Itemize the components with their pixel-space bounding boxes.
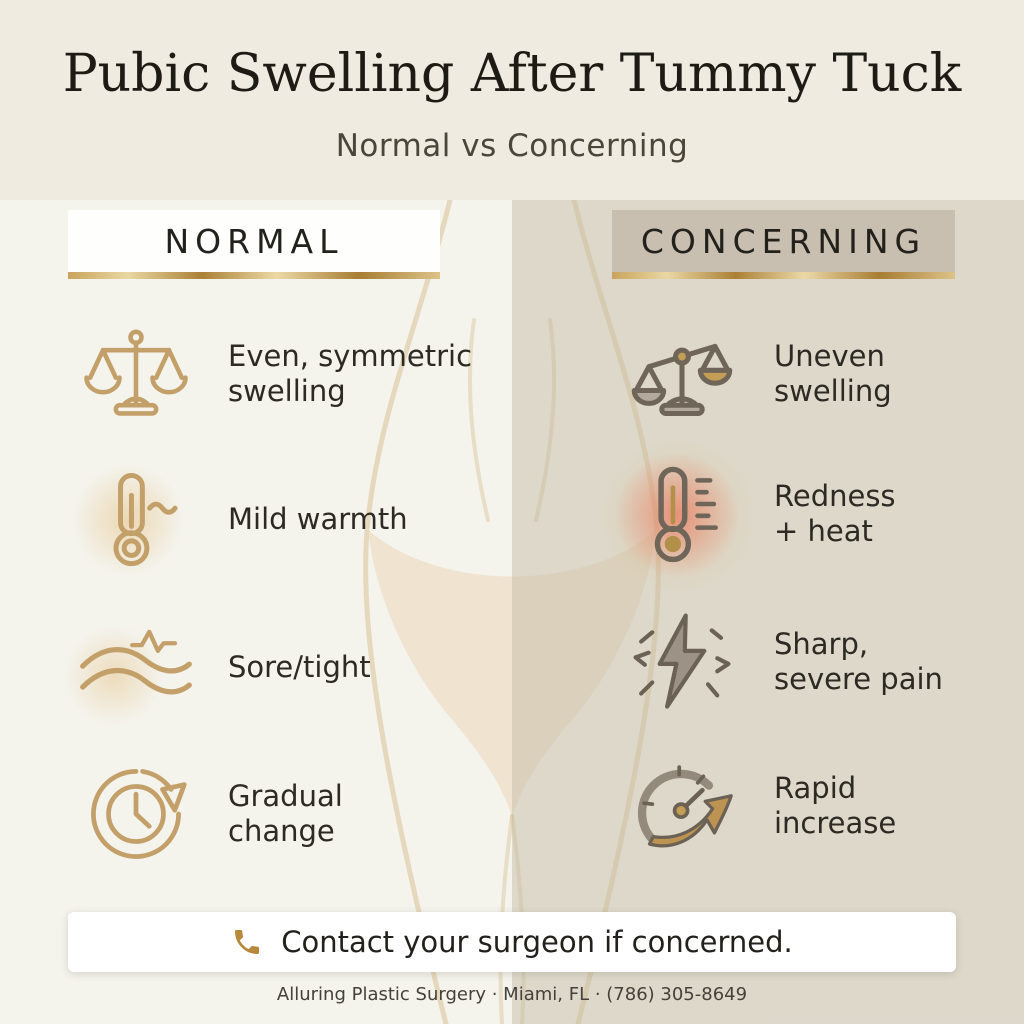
concerning-item-rapid-increase [616,742,1016,870]
normal-item-gradual-change [70,750,520,878]
contact-cta-bar [68,912,956,972]
uneven-scale-icon [616,310,748,438]
normal-item-even-swelling [70,310,520,438]
item-label: Gradual change [228,778,343,848]
concerning-item-sharp-pain [616,598,1016,726]
waves-icon [70,604,202,732]
thermometer-icon [70,456,202,584]
phone-icon [231,926,263,958]
page-subtitle: Normal vs Concerning [335,128,689,164]
item-label: Redness + heat [774,478,896,548]
normal-item-mild-warmth [70,456,520,584]
concerning-item-uneven-swelling [616,310,1016,438]
item-label: Sharp, severe pain [774,626,943,696]
page-title: Pubic Swelling After Tummy Tuck [62,44,962,104]
normal-header-underline [68,272,440,279]
lightning-icon [616,598,748,726]
item-label: Uneven swelling [774,338,892,408]
item-label: Sore/tight [228,650,371,685]
concerning-column-header: CONCERNING [612,210,955,272]
clock-arrow-icon [70,750,202,878]
concerning-item-redness-heat [616,450,1016,578]
thermometer-heat-icon [616,450,748,578]
gauge-arrow-icon [616,742,748,870]
item-label: Even, symmetric swelling [228,338,473,408]
clinic-footer: Alluring Plastic Surgery · Miami, FL · (786) 305-8649 [276,984,748,1005]
balance-scale-icon [70,310,202,438]
item-label: Mild warmth [228,502,408,537]
contact-cta-text: Contact your surgeon if concerned. [281,925,793,959]
concerning-header-underline [612,272,955,279]
normal-column-header: NORMAL [68,210,440,272]
normal-item-sore-tight [70,604,520,732]
item-label: Rapid increase [774,770,897,840]
